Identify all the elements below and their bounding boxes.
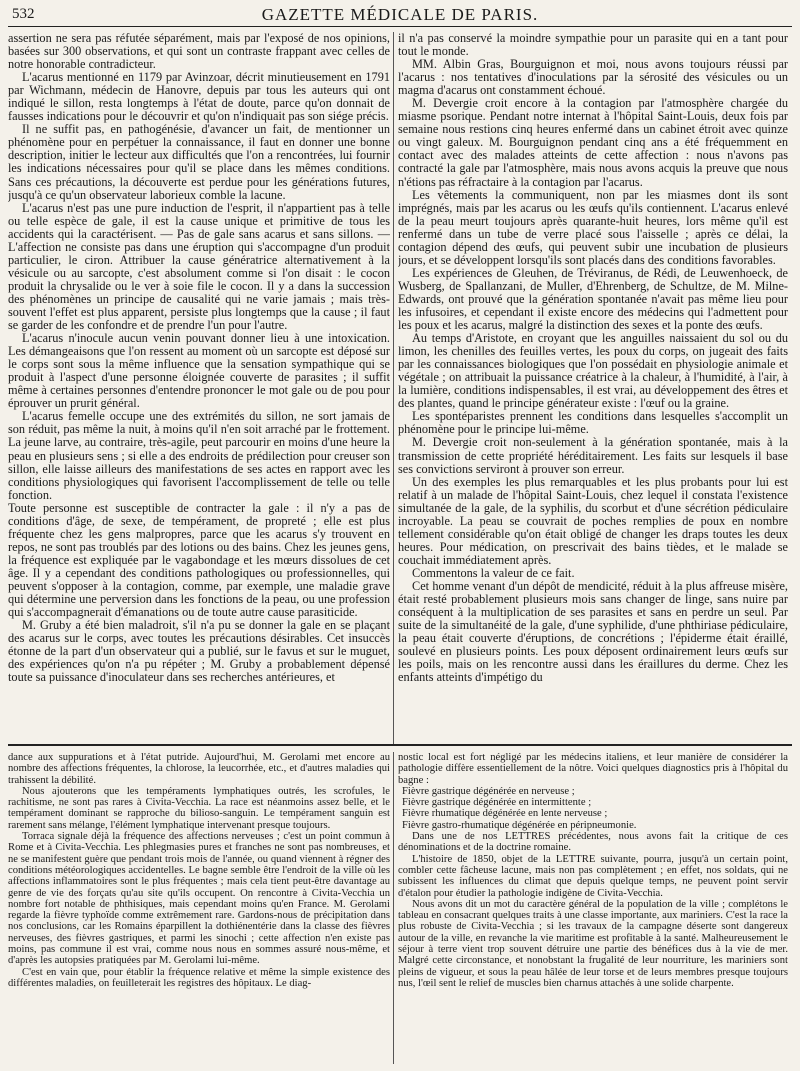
paragraph: assertion ne sera pas réfutée séparément, mais par l'exposé de nos opinions, basées sur 300 observations, et qui sont un contraste frappant avec celles de notre honorable contradicteur. (8, 32, 390, 72)
paragraph: C'est en vain que, pour établir la fréquence relative et même la simple existence des différentes maladies, on feuilleterait les registres des hôpitaux. Le diag- (8, 966, 390, 989)
paragraph: Toute personne est susceptible de contracter la gale : il n'y a pas de conditions d'âge, de sexe, de tempérament, de propreté ; elle est plus fréquente chez les gens malpropres, parce que les acarus s'y trouvent en repos, ne sont pas troublés par des lotions ou des bains. Chez les jeunes gens, la fréquence est expliquée par le vagabondage et les mœurs dissolues de cet âge. Il y a cependant des conditions pathologiques ou professionnelles, qui peuvent s'opposer à la contagion, comme, par exemple, une maladie grave qui détermine une perversion dans les fonctions de la peau, ou une profession qui s'accompagnerait d'émanations ou de toute autre cause parasiticide. (8, 500, 390, 620)
page-header (8, 4, 792, 27)
paragraph: il n'a pas conservé la moindre sympathie pour un parasite qui en a tant pour tout le monde. (398, 32, 788, 59)
list-item: Fièvre rhumatique dégénérée en lente nerveuse ; (402, 808, 608, 820)
upper-right-column (398, 32, 788, 744)
page-number: 532 (12, 6, 35, 22)
paragraph: M. Gruby a été bien maladroit, s'il n'a pu se donner la gale en se plaçant des acarus sur le corps, avec toutes les précautions désirables. Cet insuccès étonne de la part d'un observateur qui a publié, sur le favus et sur le muguet, des expériences qu'on n'a pu répéter ; M. Gruby a probablement dépensé toute sa puissance d'inoculateur dans ses recherches antérieures, et (8, 618, 390, 685)
section-divider (8, 744, 792, 746)
column-divider (393, 32, 394, 744)
paragraph: L'histoire de 1850, objet de la LETTRE suivante, pourra, jusqu'à un certain point, combler cette fâcheuse lacune, mais non pas complètement ; en effet, nos soldats, qui ne subissent les influences du climat que depuis quelque temps, ne peuvent point servir d'étalon pour étudier la pathologie indigène de Civita-Vecchia. (398, 853, 788, 899)
paragraph: Commentons la valeur de ce fait. (412, 565, 575, 580)
list-item: Fièvre gastrique dégénérée en intermittente ; (402, 797, 592, 809)
paragraph: L'acarus n'inocule aucun venin pouvant donner lieu à une intoxication. Les démangeaisons que l'on ressent au moment où un sarcopte est déposé sur le corps sont sous la même influence que la sensation sympathique qui se produit à l'aspect d'une personne éloignée couverte de parasites ; il suffit même à certaines personnes d'entendre prononcer le mot gale ou de pou pour éprouver un prurit général. (8, 331, 390, 411)
paragraph: Torraca signale déjà la fréquence des affections nerveuses ; c'est un point commun à Rome et à Civita-Vecchia. Les phlegmasies pures et franches ne sont pas nombreuses, et ne se manifestent guère que pendant trois mois de l'année, ou quand viennent à régner des conditions météorologiques accidentelles. Le bagne semble être l'endroit de la ville où les affections inflammatoires sont le plus fréquentes ; mais cela tient peut-être davantage au genre de vie des forçats qu'au site qu'ils occupent. On rencontre à Civita-Vecchia un nombre fort notable de phthisiques, mais cependant moins qu'en France. M. Gerolami regarde la fièvre typhoïde comme extrêmement rare. Gardons-nous de précipitation dans nos conclusions, car les Romains éparpillent la dothiénentérie dans la classe des fièvres nerveuses, des fièvres gastriques, et parmi les sinochi ; cette affection n'en existe pas moins, pas commune il est vrai, comme nous nous en sommes assuré nous-même, et d'après les autopsies pratiquées par M. Gerolami lui-même. (8, 831, 390, 967)
paragraph: Les spontéparistes prennent les conditions dans lesquelles s'accomplit un phénomène pour le principe lui-même. (398, 409, 788, 437)
diagnosis-list (398, 786, 788, 831)
paragraph: Les expériences de Gleuhen, de Tréviranus, de Rédi, de Leuwenhoeck, de Wusberg, de Spallanzani, de Muller, d'Ehrenberg, de Schultze, de M. Milne-Edwards, ont prouvé que la génération spontanée n'avait pas même lieu pour les infusoires, et cependant il existe encore des médecins qui l'admettent pour les poux et les acarus, malgré la distinction des sexes et la ponte des œufs. (398, 265, 788, 333)
paragraph: Dans une de nos LETTRES précédentes, nous avons fait la critique de ces dénominations et de la doctrine romaine. (398, 831, 788, 854)
list-item: Fièvre gastro-rhumatique dégénérée en péripneumonie. (402, 819, 637, 831)
paragraph: Nous ajouterons que les tempéraments lymphatiques outrés, les scrofules, le rachitisme, ne sont pas rares à Civita-Vecchia. La race est néanmoins assez belle, et le tempérament dominant se rapproche du bilioso-sanguin. Le tempérament sanguin est rarement sans mélange, l'élément lymphatique intervenant presque toujours. (8, 785, 390, 831)
feuilleton-right-column (398, 752, 788, 1068)
paragraph: Un des exemples les plus remarquables et les plus probants pour lui est relatif à un malade de l'hôpital Saint-Louis, chez lequel il constata l'existence simultanée de la gale, de la syphilis, du scorbut et d'une sécrétion pédiculaire incroyable. La peau se couvrait de poches remplies de poux en nombre tellement considérable qu'on était obligé de changer les draps toutes les deux heures. Pour médication, on prescrivait des bains tièdes, et le malade se couchait immédiatement après. (398, 474, 788, 567)
column-divider (393, 752, 394, 1064)
upper-left-column (8, 32, 390, 744)
paragraph: nostic local est fort négligé par les médecins italiens, et leur manière de considérer la pathologie diffère essentiellement de la nôtre. Voici quelques diagnostics pris à l'hôpital du bagne : (398, 752, 788, 786)
paragraph: Il ne suffit pas, en pathogénésie, d'avancer un fait, de mentionner un phénomène pour en perpétuer la connaissance, il faut en donner une bonne description, initier le lecteur aux difficultés que l'on a rencontrées, lui fournir les indications nécessaires pour qu'il se place dans les mêmes conditions. Sans ces précautions, la découverte est perdue pour les générations futures, jusqu'à ce qu'un observateur laborieux comble la lacune. (8, 122, 390, 202)
paragraph: dance aux suppurations et à l'état putride. Aujourd'hui, M. Gerolami met encore au nombre des affections fréquentes, la chlorose, la leucorrhée, etc., et d'autres maladies qui trahissent la débilité. (8, 752, 390, 786)
page-title: GAZETTE MÉDICALE DE PARIS. (261, 5, 539, 24)
paragraph: L'acarus femelle occupe une des extrémités du sillon, ne sort jamais de son réduit, pas même la nuit, à moins qu'il n'en soit arraché par le frottement. La jeune larve, au contraire, très-agile, peut parcourir en moins d'une heure la peau en plusieurs sens ; si elle a des endroits de prédilection pour creuser son sillon, elle laisse ailleurs des manifestations de ses actes en rapport avec les conditions physiologiques qui favorisent l'accomplissement de telle ou telle fonction. (8, 409, 390, 502)
paragraph: L'acarus n'est pas une pure induction de l'esprit, il n'appartient pas à telle ou telle espèce de gale, il est la cause unique et primitive de tous les accidents qui la caractérisent. — Pas de gale sans acarus et sans sillons. — L'affection ne consiste pas dans une éruption qui s'accompagne d'un produit particulier, le ciron. Attribuer la cause génératrice alternativement à la vésicule ou au sarcopte, c'est absolument comme si l'on disait : le cocon produit la chrysalide ou le ver à soie file le cocon. Il y a dans la succession des phénomènes un principe de causalité qui ne varie jamais ; mais très-souvent l'effet est plus apparent, persiste plus longtemps que la cause ; il faut se garder de les confondre et de prendre l'un pour l'autre. (8, 200, 390, 333)
paragraph: MM. Albin Gras, Bourguignon et moi, nous avons toujours réussi par l'acarus : nos tentatives d'inoculations par la sérosité des vésicules ou un magma d'acarus ont constamment échoué. (398, 57, 788, 98)
paragraph: Au temps d'Aristote, en croyant que les anguilles naissaient du sol ou du limon, les chenilles des feuilles vertes, les poux du corps, on jugeait des faits par les connaissances biologiques que l'on possédait en physiologie animale et végétale ; on attribuait la puissance créatrice à la chaleur, à l'humidité, à l'air, à la lumière, conditions indispensables, il est vrai, au développement des êtres et des plantes, quand le principe générateur existe : l'œuf ou la graine. (398, 331, 788, 411)
paragraph: Les vêtements la communiquent, non par les miasmes dont ils sont imprégnés, mais par les acarus ou les œufs qu'ils contiennent. L'acarus enlevé de la peau meurt toujours après quarante-huit heures, lors même qu'il est renfermé dans un tube de verre placé sous l'aisselle ; après ce délai, la contagion dépend des œufs, qui peuvent subir une incubation de plusieurs jours, et se développent lorsqu'ils sont placés dans des conditions favorables. (398, 187, 788, 267)
paragraph: Cet homme venant d'un dépôt de mendicité, réduit à la plus affreuse misère, était resté probablement plusieurs mois sans changer de linge, sans nuire par conséquent à la multiplication de ses parasites et sans en perdre un seul. Par suite de la simultanéité de la gale, d'une syphilide, d'une phthiriase pédiculaire, la peau était couverte d'éruptions, de concrétions ; l'épiderme était éraillé, soulevé en plusieurs points. Les poux déposent ordinairement leurs œufs sur les poils, mais on les rencontre aussi dans les éraillures du derme. Chez les enfants atteints d'impétigo du (398, 578, 788, 685)
paragraph: M. Devergie croit non-seulement à la génération spontanée, mais à la transmission de cette propriété héréditairement. Les faits sur lesquels il base ses convictions serviront à prouver son erreur. (398, 435, 788, 476)
paragraph: L'acarus mentionné en 1179 par Avinzoar, décrit minutieusement en 1791 par Wichmann, médecin de Hanovre, depuis par tous les auteurs qui ont indiqué le sillon, resta longtemps à l'état de doute, parce qu'on donnait de fausses indications pour le découvrir et qu'on n'indiquait pas son siége précis. (8, 70, 390, 124)
list-item: Fièvre gastrique dégénérée en nerveuse ; (402, 785, 575, 797)
paragraph: Nous avons dit un mot du caractère général de la population de la ville ; complétons le tableau en consacrant quelques traits à une classe importante, aux mariniers. C'est la race la plus robuste de Civita-Vecchia ; si les travaux de la campagne déserte sont dangereux autour de la ville, en revanche la vie maritime est profitable à la santé. Malheureusement le séjour à terre vient trop souvent détruire une partie des bénéfices dus à la vie de mer. Malgré cette circonstance, et nonobstant la frugalité de leur nourriture, les mariniers sont pleins de vigueur, et sous la peau hâlée de leur torse et de leurs membres presque toujours nus, l'œil sent le relief de muscles bien charnus attachés à une solide charpente. (398, 898, 788, 989)
paragraph: M. Devergie croit encore à la contagion par l'atmosphère chargée du miasme psorique. Pendant notre internat à l'hôpital Saint-Louis, deux fois par semaine nous restions cinq heures enfermé dans un cabinet étroit avec quinze ou vingt galeux. M. Bourguignon pendant cinq ans a été fréquemment en contact avec des malades atteints de cette affection : nous n'avons pas contracté la gale par l'atmosphère, mais nous avons acquis la preuve que nous n'étions pas réfractaire à la contagion par l'acarus. (398, 96, 788, 189)
feuilleton-left-column (8, 752, 390, 1068)
